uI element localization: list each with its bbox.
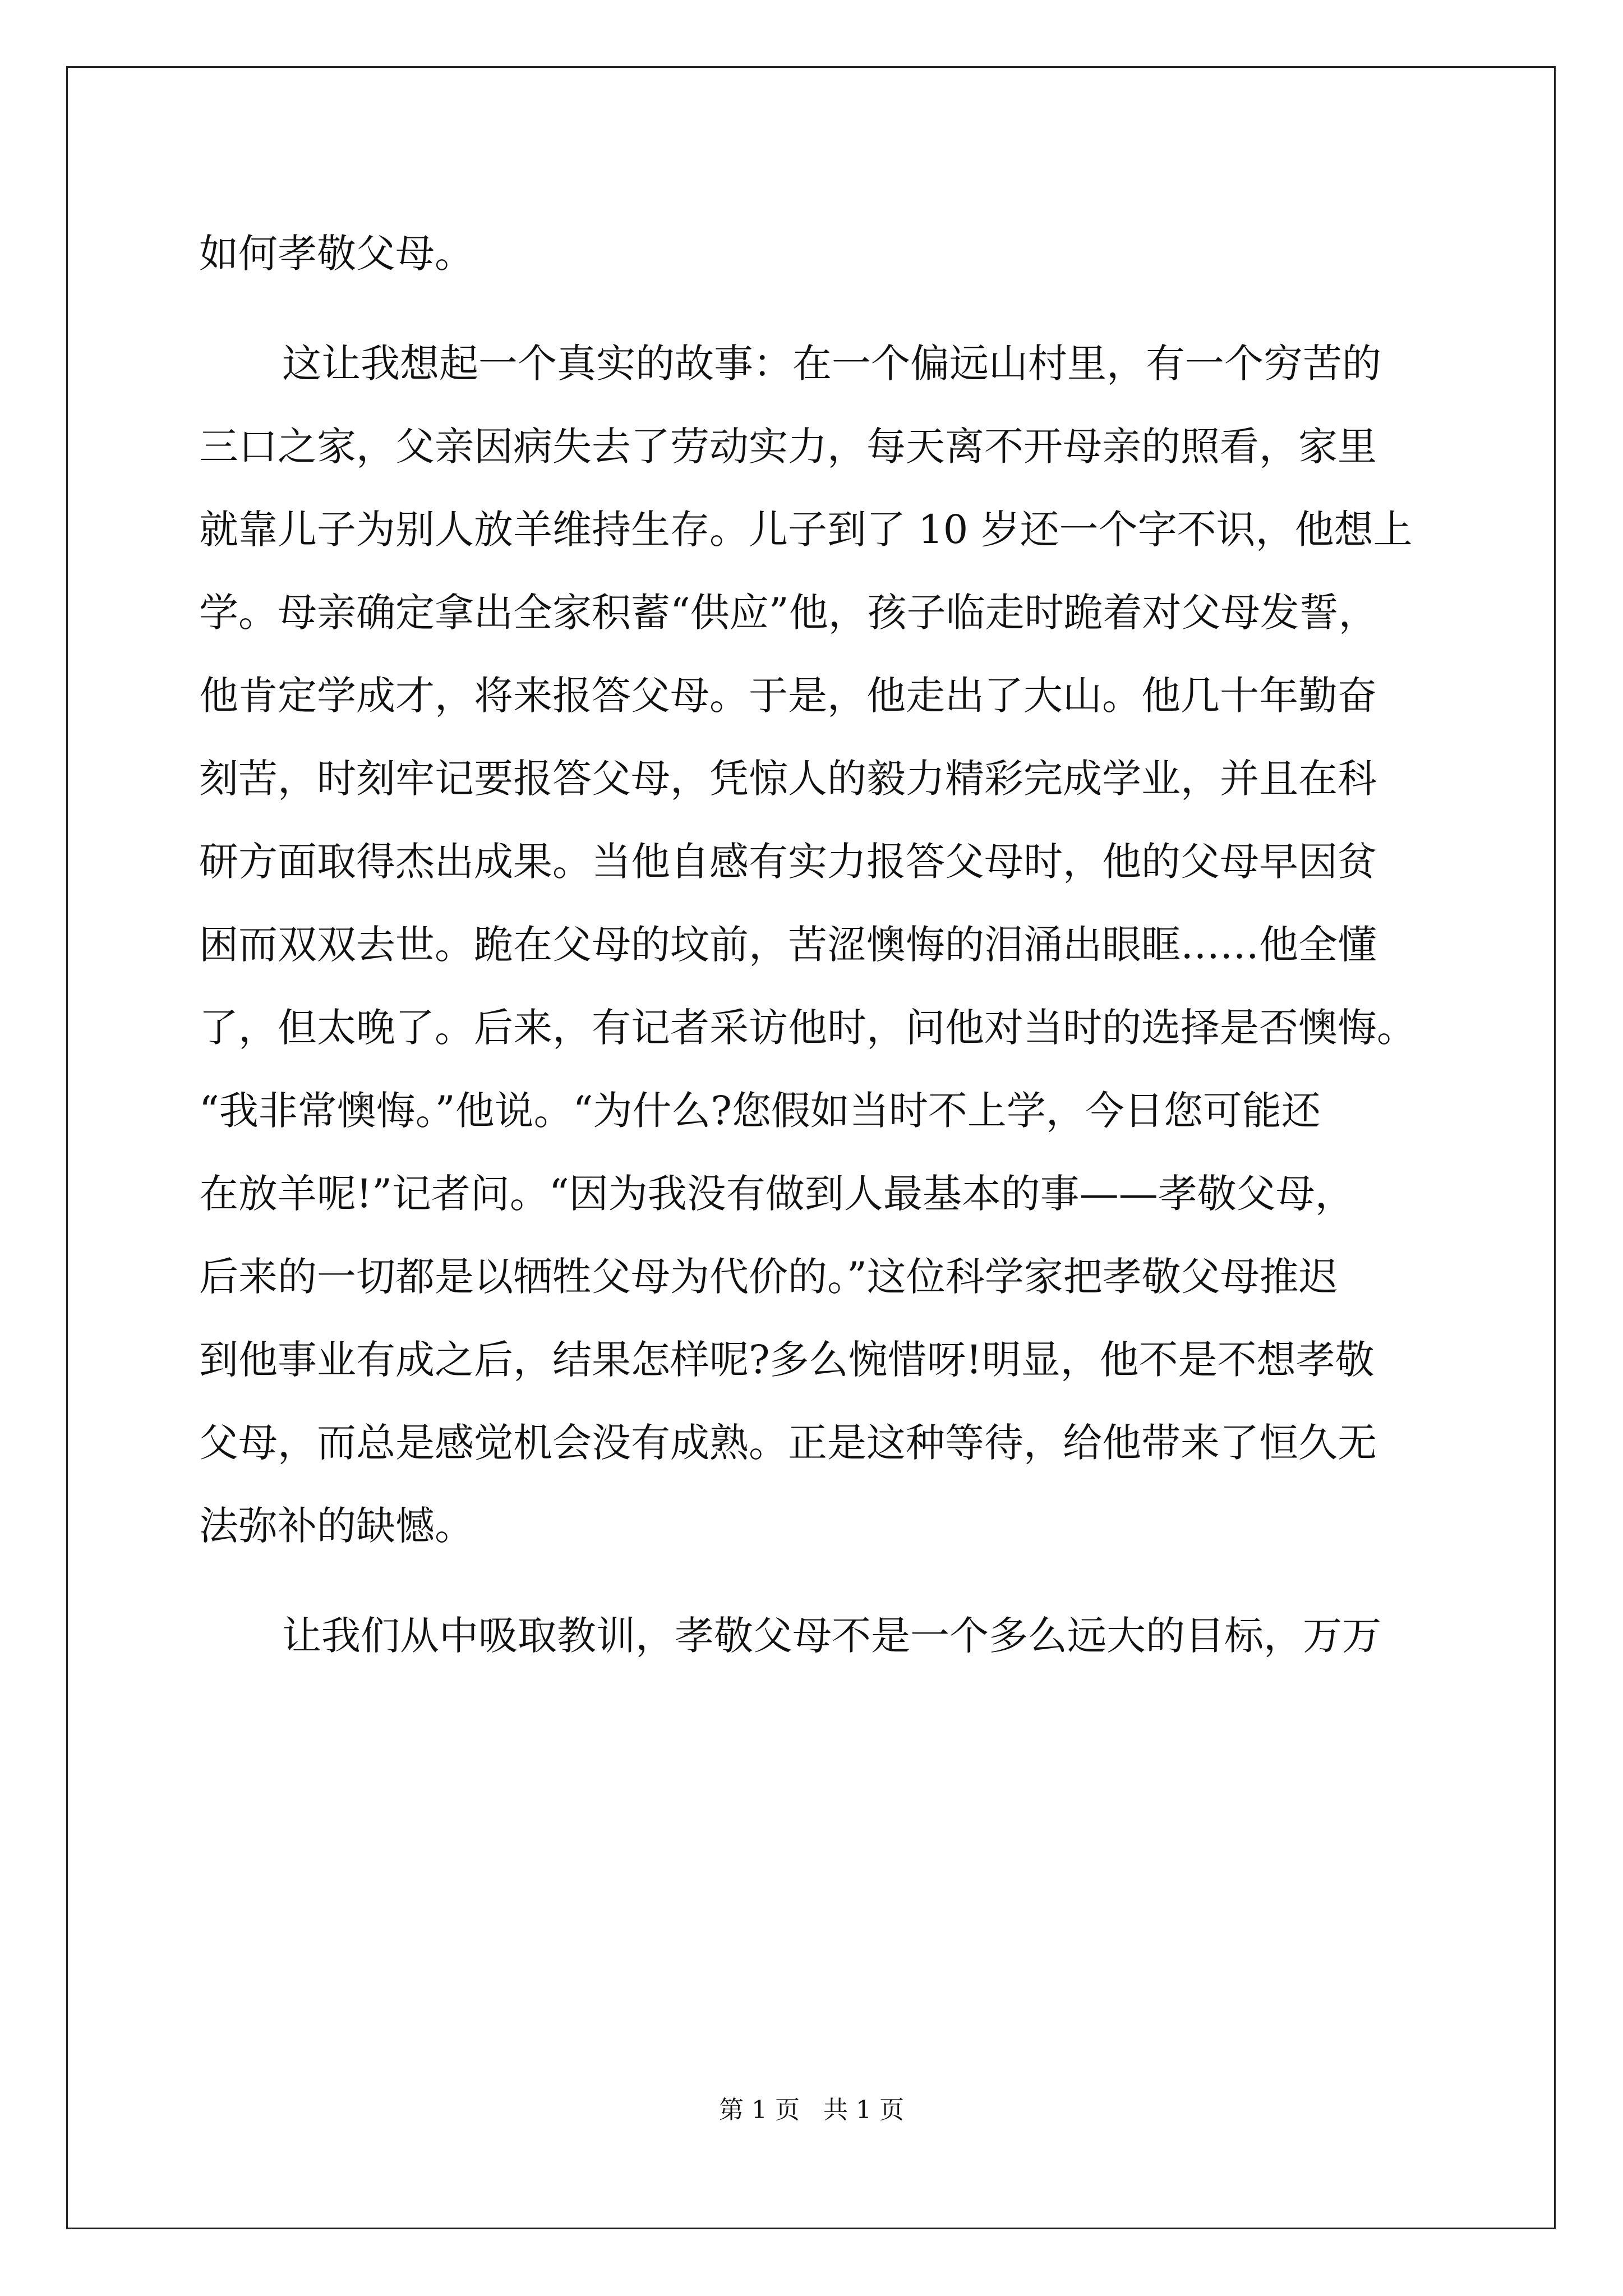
paragraph-gap xyxy=(199,1567,1433,1594)
text-line: 就靠儿子为别人放羊维持生存。儿子到了 10 岁还一个字不识，他想上 xyxy=(199,507,1413,553)
page-footer: 第 1 页 共 1 页 xyxy=(719,2096,904,2124)
text-line: 刻苦，时刻牢记要报答父母，凭惊人的毅力精彩完成学业，并且在科 xyxy=(199,756,1377,802)
text-line: 后来的一切都是以牺牲父母为代价的。”这位科学家把孝敬父母推迟 xyxy=(199,1254,1338,1300)
text-line: 到他事业有成之后，结果怎样呢?多么惋惜呀!明显，他不是不想孝敬 xyxy=(199,1337,1375,1383)
text-line: 学。母亲确定拿出全家积蓄“供应”他，孩子临走时跪着对父母发誓， xyxy=(199,590,1378,636)
text-line: 在放羊呢!”记者问。“因为我没有做到人最基本的事——孝敬父母， xyxy=(199,1171,1354,1217)
text-line: 研方面取得杰出成果。当他自感有实力报答父母时，他的父母早因贫 xyxy=(199,839,1377,885)
text-line: 了，但太晚了。后来，有记者采访他时，问他对当时的选择是否懊悔。 xyxy=(199,1005,1416,1051)
text-line: 让我们从中吸取教训，孝敬父母不是一个多么远大的目标，万万 xyxy=(282,1613,1381,1659)
text-line: 三口之家，父亲因病失去了劳动实力，每天离不开母亲的照看，家里 xyxy=(199,424,1377,470)
text-line: 这让我想起一个真实的故事：在一个偏远山村里，有一个穷苦的 xyxy=(282,341,1381,386)
text-line: “我非常懊悔。”他说。“为什么?您假如当时不上学，今日您可能还 xyxy=(199,1088,1321,1134)
document-body xyxy=(199,212,1433,1677)
text-line: 法弥补的缺憾。 xyxy=(199,1503,474,1549)
paragraph-gap xyxy=(199,295,1433,322)
text-line: 困而双双去世。跪在父母的坟前，苦涩懊悔的泪涌出眼眶……他全懂 xyxy=(199,922,1377,968)
text-line: 他肯定学成才，将来报答父母。于是，他走出了大山。他几十年勤奋 xyxy=(199,673,1377,719)
text-line: 如何孝敬父母。 xyxy=(199,231,474,277)
text-line: 父母，而总是感觉机会没有成熟。正是这种等待，给他带来了恒久无 xyxy=(199,1420,1377,1466)
